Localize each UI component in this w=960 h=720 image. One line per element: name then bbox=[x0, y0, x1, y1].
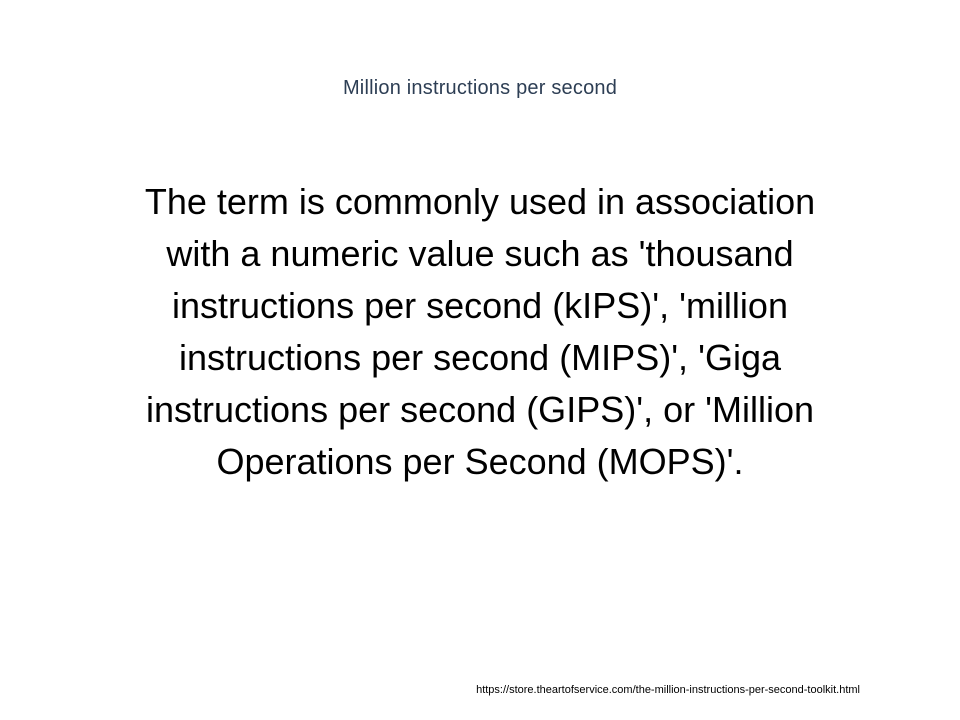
body-line: Operations per Second (MOPS)'. bbox=[216, 441, 744, 482]
body-line: The term is commonly used in association bbox=[144, 181, 816, 222]
body-line: with a numeric value such as 'thousand bbox=[166, 233, 794, 274]
slide-body bbox=[60, 176, 900, 488]
body-line: instructions per second (kIPS)', 'million bbox=[172, 285, 788, 326]
body-line: instructions per second (GIPS)', or 'Million bbox=[146, 389, 814, 430]
body-line: instructions per second (MIPS)', 'Giga bbox=[179, 337, 781, 378]
slide-title: Million instructions per second bbox=[342, 77, 618, 99]
footer-url: https://store.theartofservice.com/the-million-instructions-per-second-toolkit.html bbox=[476, 684, 860, 696]
